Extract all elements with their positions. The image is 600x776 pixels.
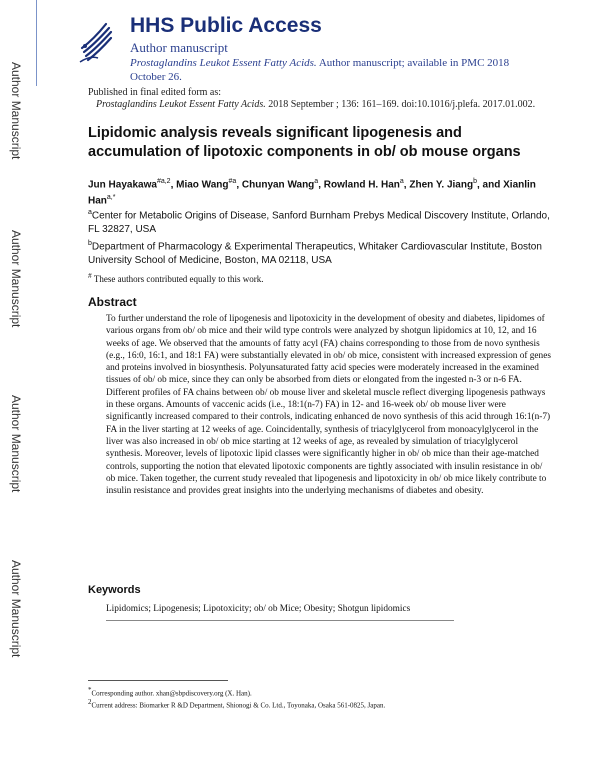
side-label-author-manuscript: Author Manuscript xyxy=(9,230,23,328)
side-label-author-manuscript: Author Manuscript xyxy=(9,62,23,160)
hhs-public-access-title: HHS Public Access xyxy=(130,14,322,37)
affiliation-mark: a xyxy=(88,209,92,216)
footnote-divider xyxy=(88,680,228,681)
header-divider-line xyxy=(36,0,37,86)
hhs-eagle-logo-icon xyxy=(76,18,114,68)
affiliation-b xyxy=(88,237,558,268)
author-affiliation-mark: b xyxy=(473,178,477,185)
side-label-author-manuscript: Author Manuscript xyxy=(9,560,23,658)
availability-text: Author manuscript; available in PMC 2018 October 26. xyxy=(130,57,510,83)
abstract-text: To further understand the role of lipogenesis and lipotoxicity in the development of obesity and diabetes, lipidomes of various organs from ob/ ob mice and their wild type controls were analyzed by shotgun lipidomics at 10, 12, and 16 weeks of age. We observed that the amounts of fatty acyl (FA) chains corresponding to those from de novo synthesis (e.g., 16:0, 16:1, and 18:1 FA) were substantially elevated in ob/ ob mice, consistent with increased expression of genes and proteins involved in biosynthesis. Polyunsaturated fatty acid species were moderately increased in the examined tissues of ob/ ob mice, since they can only be absorbed from diets or elongated from the ingested n-3 or n-6 FA. Different profiles of FA chains between ob/ ob mouse liver and skeletal muscle reflect diverging lipogenesis pathways in these organs. Amounts of vaccenic acids (i.e., 18:1(n-7) FA) in 12- and 16-week ob/ ob mouse liver were significantly increased compared to their controls, indicating enhanced de novo synthesis of this acid through 16:1(n-7) FA in the liver starting at 12 weeks of age. Coincidentally, synthesis of triacylglycerol from monoacylglycerol in the liver was also increased in ob/ ob mice starting at 12 weeks of age, as revealed by simulation of triacylglycerol synthesis. Moreover, levels of lipotoxic lipid classes were significantly higher in ob/ ob mice than their age-matched controls, supporting the notion that elevated lipotoxic components are tightly associated with insulin resistance in ob/ ob mice. Taken together, the current study revealed that lipogenesis and lipotoxicity in ob/ ob mice likely contribute to insulin resistance and provides great insights into the underlying mechanisms of diabetes and obesity. xyxy=(106,314,551,497)
citation xyxy=(88,99,558,111)
author-affiliation-mark: #a,2 xyxy=(156,178,171,185)
author-name: Chunyan Wang xyxy=(241,179,315,191)
author-separator: , xyxy=(403,179,410,191)
author-affiliation-mark: a xyxy=(399,178,404,185)
journal-availability xyxy=(130,56,540,84)
footnotes xyxy=(88,686,558,711)
author-affiliation-mark: #a xyxy=(228,178,237,185)
author-name: Miao Wang xyxy=(176,179,229,191)
author-affiliation-mark: a xyxy=(314,178,319,185)
side-label-author-manuscript: Author Manuscript xyxy=(9,395,23,493)
affiliation-text: Center for Metabolic Origins of Disease, Sanford Burnham Prebys Medical Discovery Institute, Orlando, FL 32827, USA xyxy=(88,210,550,236)
equal-contribution-mark: # xyxy=(88,271,92,280)
equal-contribution-note xyxy=(88,271,558,284)
author-separator: , and xyxy=(477,179,504,191)
abstract-heading: Abstract xyxy=(88,295,137,309)
author-name: Xianlin Han xyxy=(88,179,536,207)
affiliation-a xyxy=(88,206,558,237)
affiliation-mark: b xyxy=(88,240,92,247)
author-separator: , xyxy=(170,179,177,191)
author-list xyxy=(88,175,558,208)
footnote-mark: * xyxy=(88,686,92,694)
footnote-text: Corresponding author. xhan@sbpdiscovery.org (X. Han). xyxy=(91,689,252,698)
author-affiliation-mark: a,* xyxy=(106,194,116,202)
keywords-list: Lipidomics; Lipogenesis; Lipotoxicity; ob/ ob Mice; Obesity; Shotgun lipidomics xyxy=(106,604,411,614)
keywords-heading: Keywords xyxy=(88,584,141,596)
keywords-divider xyxy=(106,620,454,621)
journal-name: Prostaglandins Leukot Essent Fatty Acids. xyxy=(130,57,317,69)
article-title: Lipidomic analysis reveals significant lipogenesis and accumulation of lipotoxic components in ob/ ob mouse organs xyxy=(88,125,521,160)
author-name: Rowland H. Han xyxy=(323,179,400,191)
published-as-label: Published in final edited form as: xyxy=(88,87,222,98)
author-name: Jun Hayakawa xyxy=(88,179,157,191)
author-name: Zhen Y. Jiang xyxy=(409,179,474,191)
publication-info xyxy=(88,87,558,111)
author-separator: , xyxy=(236,179,242,191)
footnote-current-address xyxy=(88,698,558,710)
citation-details: 2018 September ; 136: 161–169. doi:10.1016/j.plefa. 2017.01.002. xyxy=(265,99,536,110)
equal-contribution-text: These authors contributed equally to this work. xyxy=(91,274,264,284)
author-manuscript-subtitle: Author manuscript xyxy=(130,40,228,55)
footnote-corresponding-author xyxy=(88,686,558,698)
author-separator: , xyxy=(318,179,324,191)
footnote-mark: 2 xyxy=(88,698,92,707)
citation-journal: Prostaglandins Leukot Essent Fatty Acids. xyxy=(96,99,266,110)
affiliation-text: Department of Pharmacology & Experimental Therapeutics, Whitaker Cardiovascular Institute, Boston University School of Medicine, Boston, MA 02118, USA xyxy=(88,241,542,267)
footnote-text: Current address: Biomarker R &D Department, Shionogi & Co. Ltd., Toyonaka, Osaka 561-0825, Japan. xyxy=(91,701,386,710)
